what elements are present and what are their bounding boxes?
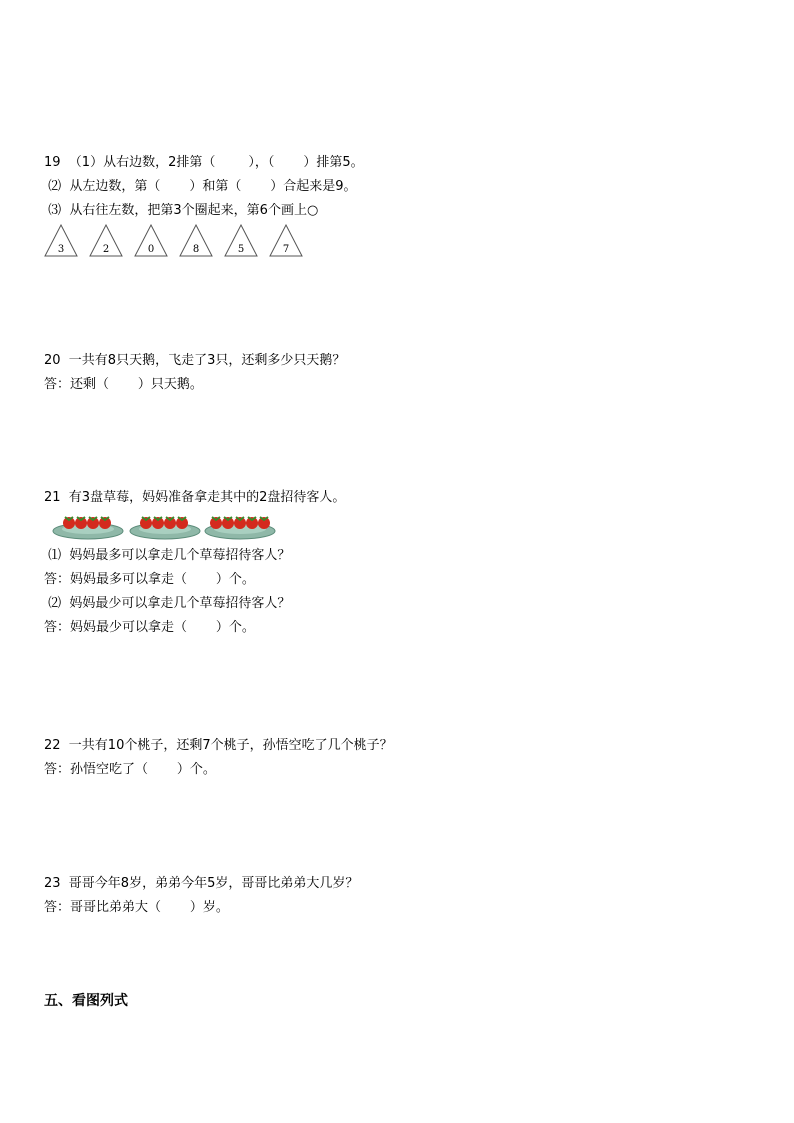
triangle-number: 7 bbox=[282, 244, 290, 255]
q21-answer1: 答：妈妈最多可以拿走（ ）个。 bbox=[44, 572, 255, 587]
triangle-number: 0 bbox=[147, 244, 155, 255]
q19-line1: 19 （1）从右边数，2排第（ ），（ ）排第5。 bbox=[44, 155, 364, 170]
q22-answer: 答：孙悟空吃了（ ）个。 bbox=[44, 762, 216, 777]
triangle-card bbox=[44, 224, 78, 257]
strawberry-plate bbox=[129, 511, 201, 541]
q22-question: 22 一共有10个桃子，还剩7个桃子，孙悟空吃了几个桃子？ bbox=[44, 738, 393, 753]
section-title: 五、看图列式 bbox=[44, 993, 128, 1009]
strawberry-icon bbox=[210, 517, 270, 529]
triangle-number: 5 bbox=[237, 244, 245, 255]
q20-answer: 答：还剩（ ）只天鹅。 bbox=[44, 377, 203, 392]
triangle-number: 2 bbox=[102, 244, 110, 255]
q19-line2: ⑵ 从左边数，第（ ）和第（ ）合起来是9。 bbox=[44, 179, 357, 194]
strawberry-plate bbox=[52, 511, 124, 541]
triangle-card bbox=[224, 224, 258, 257]
q20-question: 20 一共有8只天鹅，飞走了3只，还剩多少只天鹅？ bbox=[44, 353, 346, 368]
q21-sub1: ⑴ 妈妈最多可以拿走几个草莓招待客人？ bbox=[44, 548, 291, 563]
strawberry-plate bbox=[204, 511, 276, 541]
q21-answer2: 答：妈妈最少可以拿走（ ）个。 bbox=[44, 620, 255, 635]
triangle-card bbox=[89, 224, 123, 257]
triangle-card bbox=[269, 224, 303, 257]
triangle-card bbox=[179, 224, 213, 257]
q23-question: 23 哥哥今年8岁，弟弟今年5岁，哥哥比弟弟大几岁？ bbox=[44, 876, 359, 891]
q21-question: 21 有3盘草莓，妈妈准备拿走其中的2盘招待客人。 bbox=[44, 490, 346, 505]
q21-sub2: ⑵ 妈妈最少可以拿走几个草莓招待客人？ bbox=[44, 596, 291, 611]
triangle-card bbox=[134, 224, 168, 257]
triangle-number: 3 bbox=[57, 244, 65, 255]
q19-line3: ⑶ 从右往左数，把第3个圈起来，第6个画上○ bbox=[44, 203, 319, 218]
q23-answer: 答：哥哥比弟弟大（ ）岁。 bbox=[44, 900, 229, 915]
triangle-number: 8 bbox=[192, 244, 200, 255]
